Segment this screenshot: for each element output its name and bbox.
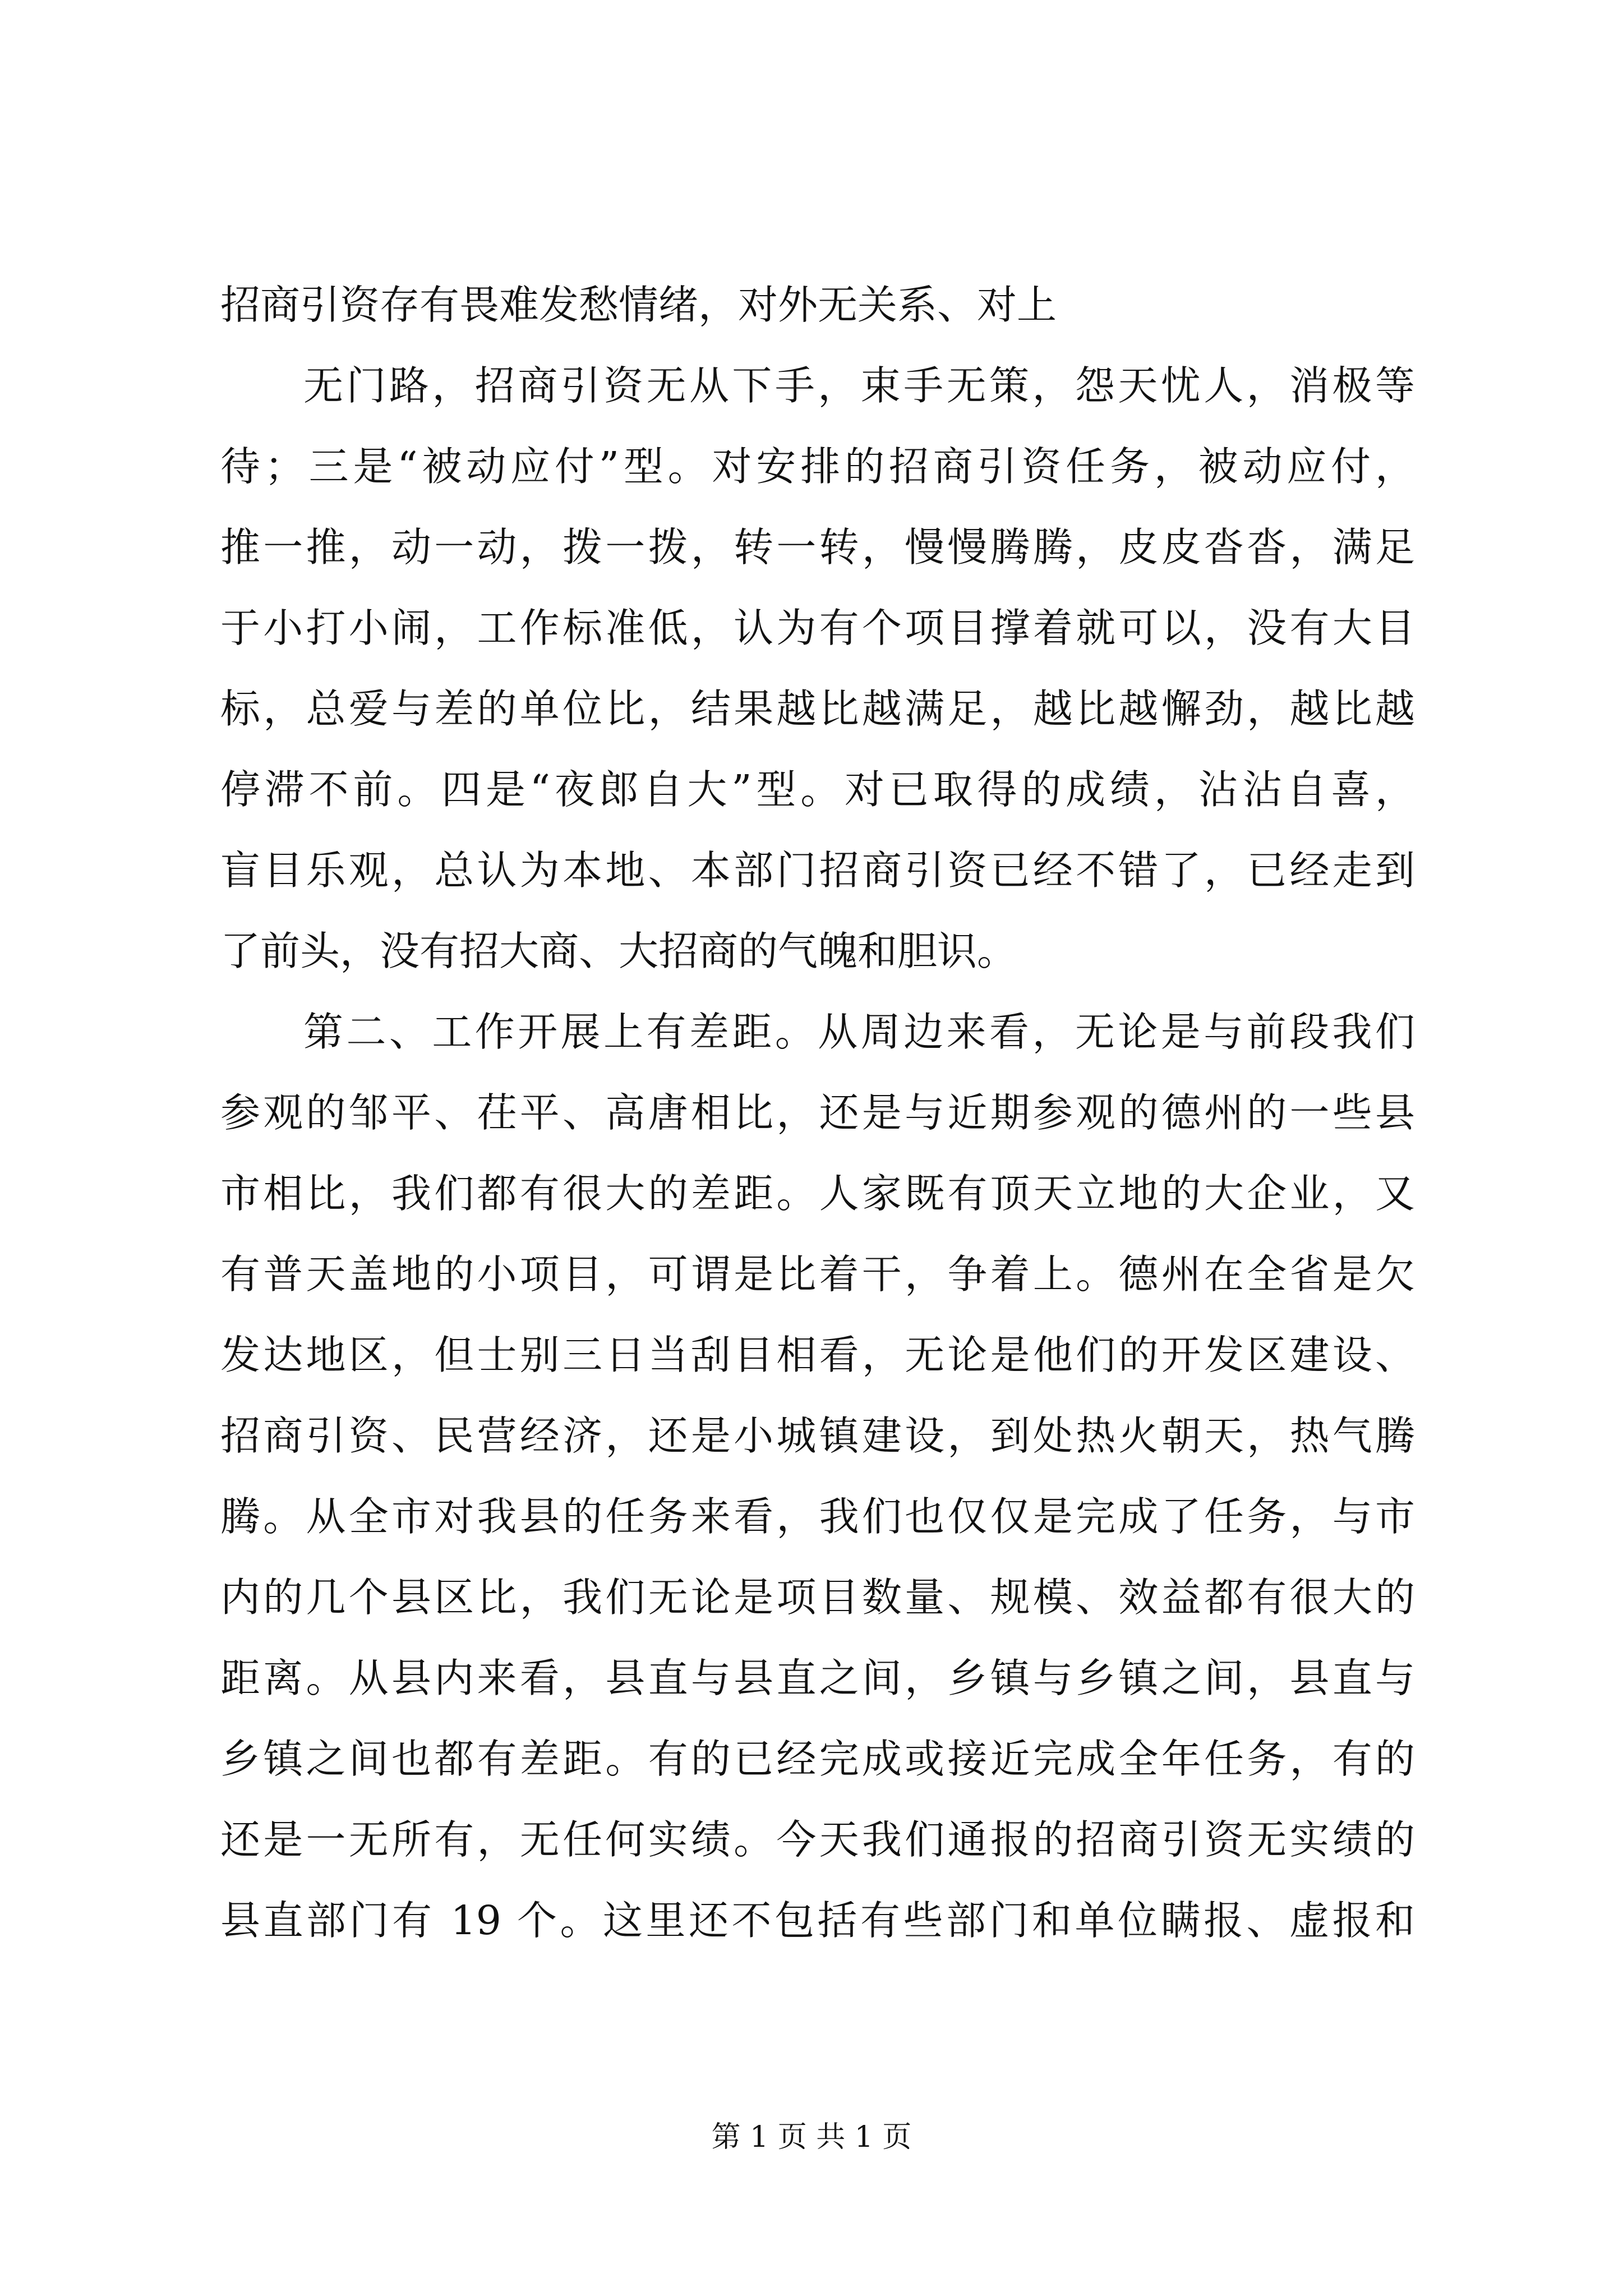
text-line: 无门路，招商引资无从下手，束手无策，怨天忧人，消极等 bbox=[303, 362, 1415, 409]
text-line: 还是一无所有，无任何实绩。今天我们通报的招商引资无实绩的 bbox=[220, 1816, 1415, 1863]
text-line: 招商引资存有畏难发愁情绪，对外无关系、对上 bbox=[220, 282, 1057, 328]
text-line: 第二、工作开展上有差距。从周边来看，无论是与前段我们 bbox=[303, 1009, 1415, 1055]
text-line: 内的几个县区比，我们无论是项目数量、规模、效益都有很大的 bbox=[220, 1574, 1415, 1621]
text-line: 了前头，没有招大商、大招商的气魄和胆识。 bbox=[220, 928, 1017, 974]
text-line: 盲目乐观，总认为本地、本部门招商引资已经不错了，已经走到 bbox=[220, 847, 1415, 894]
text-line: 参观的邹平、茌平、高唐相比，还是与近期参观的德州的一些县 bbox=[220, 1089, 1415, 1136]
text-line: 腾。从全市对我县的任务来看，我们也仅仅是完成了任务，与市 bbox=[220, 1493, 1415, 1540]
text-line: 有普天盖地的小项目，可谓是比着干，争着上。德州在全省是欠 bbox=[220, 1251, 1415, 1297]
text-line: 乡镇之间也都有差距。有的已经完成或接近完成全年任务，有的 bbox=[220, 1736, 1415, 1782]
text-line: 推一推，动一动，拨一拨，转一转，慢慢腾腾，皮皮沓沓，满足 bbox=[220, 524, 1415, 570]
text-line: 于小打小闹，工作标准低，认为有个项目撑着就可以，没有大目 bbox=[220, 605, 1415, 651]
text-line: 标，总爱与差的单位比，结果越比越满足，越比越懈劲，越比越 bbox=[220, 685, 1415, 732]
text-line: 发达地区，但士别三日当刮目相看，无论是他们的开发区建设、 bbox=[220, 1332, 1415, 1378]
page-footer: 第 1 页 共 1 页 bbox=[711, 2120, 912, 2154]
text-line: 停滞不前。四是“夜郎自大”型。对已取得的成绩，沾沾自喜， bbox=[220, 766, 1415, 813]
text-line: 待；三是“被动应付”型。对安排的招商引资任务，被动应付， bbox=[220, 443, 1415, 490]
text-line: 距离。从县内来看，县直与县直之间，乡镇与乡镇之间，县直与 bbox=[220, 1655, 1415, 1701]
body-text bbox=[220, 265, 1415, 1961]
text-line: 市相比，我们都有很大的差距。人家既有顶天立地的大企业，又 bbox=[220, 1170, 1415, 1217]
text-line: 招商引资、民营经济，还是小城镇建设，到处热火朝天，热气腾 bbox=[220, 1412, 1415, 1459]
text-line: 县直部门有 19 个。这里还不包括有些部门和单位瞒报、虚报和 bbox=[220, 1897, 1415, 1944]
